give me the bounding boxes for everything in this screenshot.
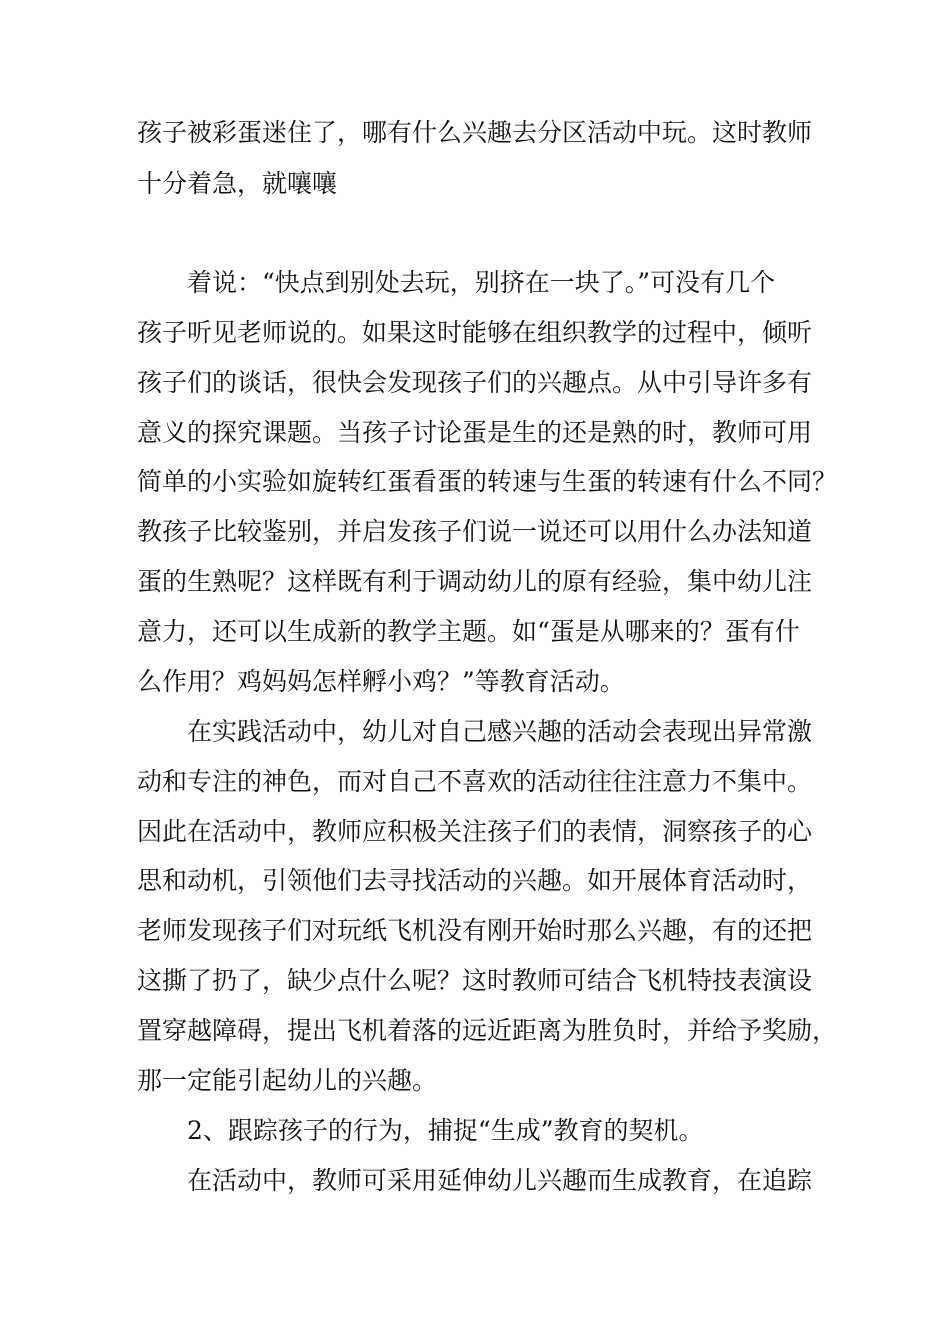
paragraph-first-line: 在实践活动中，幼儿对自己感兴趣的活动会表现出异常激 — [187, 717, 813, 746]
text-line: 教孩子比较鉴别，并启发孩子们说一说还可以用什么办法知道 — [137, 517, 813, 546]
text-line: 老师发现孩子们对玩纸飞机没有刚开始时那么兴趣，有的还把 — [137, 916, 813, 945]
text-line: 孩子们的谈话，很快会发现孩子们的兴趣点。从中引导许多有 — [137, 368, 813, 397]
text-line: 那一定能引起幼儿的兴趣。 — [137, 1066, 438, 1095]
text-line: 孩子听见老师说的。如果这时能够在组织教学的过程中，倾听 — [137, 318, 813, 347]
paragraph-first-line: 在活动中，教师可采用延伸幼儿兴趣而生成教育，在追踪 — [187, 1166, 813, 1195]
text-line: 动和专注的神色，而对自己不喜欢的活动往往注意力不集中。 — [137, 767, 813, 796]
section-heading: 2、跟踪孩子的行为，捕捉“生成”教育的契机。 — [187, 1116, 704, 1145]
text-line: 么作用？鸡妈妈怎样孵小鸡？”等教育活动。 — [137, 667, 625, 696]
text-line: 意力，还可以生成新的教学主题。如“蛋是从哪来的？蛋有什 — [137, 617, 800, 646]
text-line: 置穿越障碍，提出飞机着落的远近距离为胜负时，并给予奖励， — [137, 1016, 838, 1045]
text-line: 十分着急，就嚷嚷 — [137, 169, 338, 198]
text-line: 意义的探究课题。当孩子讨论蛋是生的还是熟的时，教师可用 — [137, 418, 813, 447]
paragraph-first-line: 着说：“快点到别处去玩，别挤在一块了。”可没有几个 — [187, 268, 776, 297]
text-line: 这撕了扔了，缺少点什么呢？这时教师可结合飞机特技表演设 — [137, 966, 813, 995]
text-line: 思和动机，引领他们去寻找活动的兴趣。如开展体育活动时， — [137, 866, 813, 895]
text-line: 蛋的生熟呢？这样既有利于调动幼儿的原有经验，集中幼儿注 — [137, 567, 813, 596]
text-line: 因此在活动中，教师应积极关注孩子们的表情，洞察孩子的心 — [137, 817, 813, 846]
text-line: 简单的小实验如旋转红蛋看蛋的转速与生蛋的转速有什么不同？ — [137, 467, 838, 496]
text-line: 孩子被彩蛋迷住了，哪有什么兴趣去分区活动中玩。这时教师 — [137, 118, 813, 147]
